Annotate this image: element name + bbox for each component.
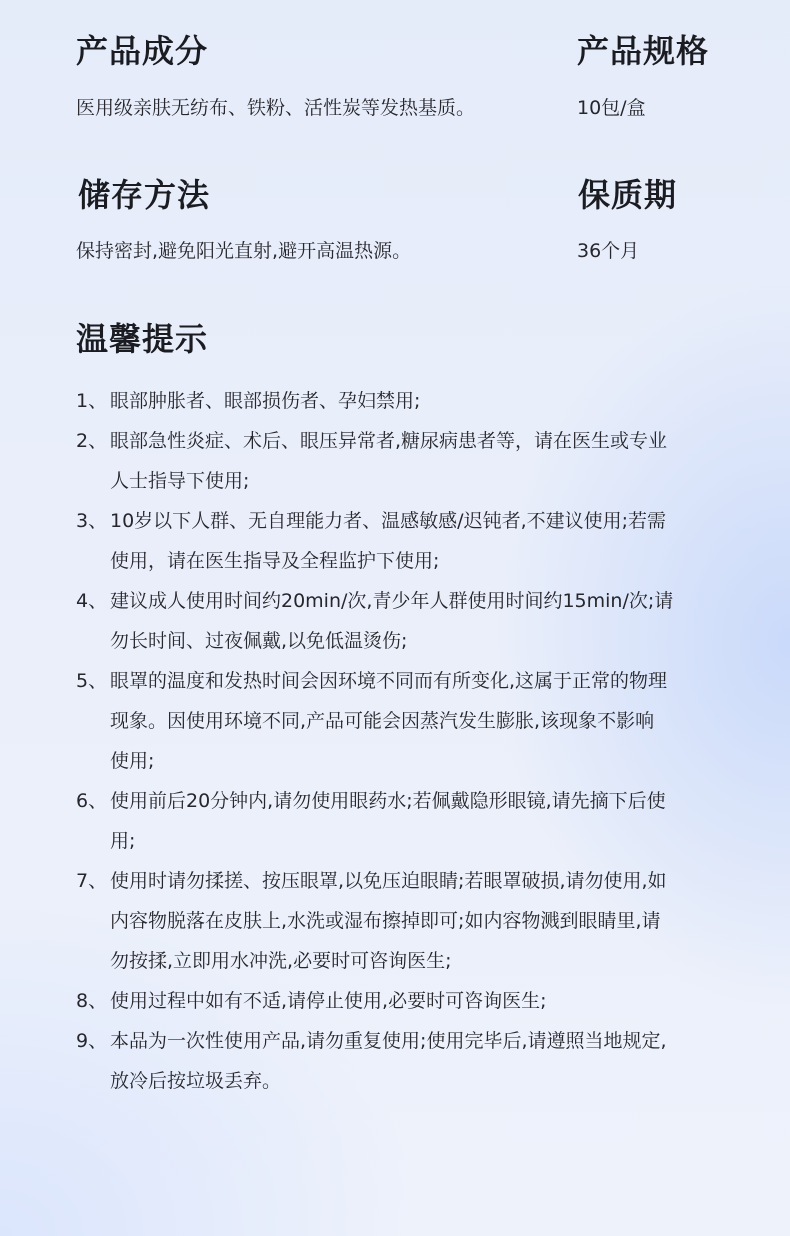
specification-title: 产品规格 bbox=[577, 32, 710, 70]
tip-line: 使用前后20分钟内,请勿使用眼药水;若佩戴隐形眼镜,请先摘下后使 bbox=[110, 790, 666, 812]
tip-number: 9、 bbox=[76, 1030, 108, 1052]
ingredients-text: 医用级亲肤无纺布、铁粉、活性炭等发热基质。 bbox=[76, 97, 476, 119]
tip-item bbox=[76, 501, 736, 581]
tip-item bbox=[76, 381, 736, 421]
shelf-life-title: 保质期 bbox=[578, 176, 678, 214]
tip-item bbox=[76, 781, 736, 861]
tip-number: 7、 bbox=[76, 870, 108, 892]
storage-title: 储存方法 bbox=[78, 176, 211, 214]
tip-item bbox=[76, 981, 736, 1021]
tip-line: 勿按揉,立即用水冲洗,必要时可咨询医生; bbox=[110, 950, 452, 972]
tip-number: 6、 bbox=[76, 790, 108, 812]
tip-line: 勿长时间、过夜佩戴,以免低温烫伤; bbox=[110, 630, 408, 652]
tip-item bbox=[76, 661, 736, 781]
tip-number: 3、 bbox=[76, 510, 108, 532]
tips-list bbox=[76, 381, 736, 1101]
tip-number: 5、 bbox=[76, 670, 108, 692]
tip-line: 使用; bbox=[110, 750, 155, 772]
tip-number: 1、 bbox=[76, 390, 108, 412]
tip-line: 眼部急性炎症、术后、眼压异常者,糖尿病患者等，请在医生或专业 bbox=[110, 430, 668, 452]
tip-line: 放冷后按垃圾丢弃。 bbox=[110, 1070, 282, 1092]
tip-line: 人士指导下使用; bbox=[110, 470, 250, 492]
tip-line: 10岁以下人群、无自理能力者、温感敏感/迟钝者,不建议使用;若需 bbox=[110, 510, 667, 532]
tip-item bbox=[76, 421, 736, 501]
ingredients-title: 产品成分 bbox=[76, 32, 209, 70]
tips-title: 温馨提示 bbox=[76, 320, 209, 358]
tip-line: 用; bbox=[110, 830, 136, 852]
tip-line: 现象。因使用环境不同,产品可能会因蒸汽发生膨胀,该现象不影响 bbox=[110, 710, 655, 732]
tip-line: 眼部肿胀者、眼部损伤者、孕妇禁用; bbox=[110, 390, 421, 412]
tip-number: 4、 bbox=[76, 590, 108, 612]
tip-number: 2、 bbox=[76, 430, 108, 452]
specification-text: 10包/盒 bbox=[577, 97, 646, 119]
tip-line: 使用时请勿揉搓、按压眼罩,以免压迫眼睛;若眼罩破损,请勿使用,如 bbox=[110, 870, 667, 892]
shelf-life-text: 36个月 bbox=[577, 240, 640, 262]
tip-line: 使用，请在医生指导及全程监护下使用; bbox=[110, 550, 440, 572]
storage-text: 保持密封,避免阳光直射,避开高温热源。 bbox=[76, 240, 412, 262]
tip-item bbox=[76, 861, 736, 981]
tip-line: 眼罩的温度和发热时间会因环境不同而有所变化,这属于正常的物理 bbox=[110, 670, 668, 692]
tip-item bbox=[76, 1021, 736, 1101]
tip-line: 本品为一次性使用产品,请勿重复使用;使用完毕后,请遵照当地规定, bbox=[110, 1030, 667, 1052]
tip-item bbox=[76, 581, 736, 661]
tip-number: 8、 bbox=[76, 990, 108, 1012]
tip-line: 使用过程中如有不适,请停止使用,必要时可咨询医生; bbox=[110, 990, 547, 1012]
tip-line: 内容物脱落在皮肤上,水洗或湿布擦掉即可;如内容物溅到眼睛里,请 bbox=[110, 910, 661, 932]
tip-line: 建议成人使用时间约20min/次,青少年人群使用时间约15min/次;请 bbox=[110, 590, 674, 612]
